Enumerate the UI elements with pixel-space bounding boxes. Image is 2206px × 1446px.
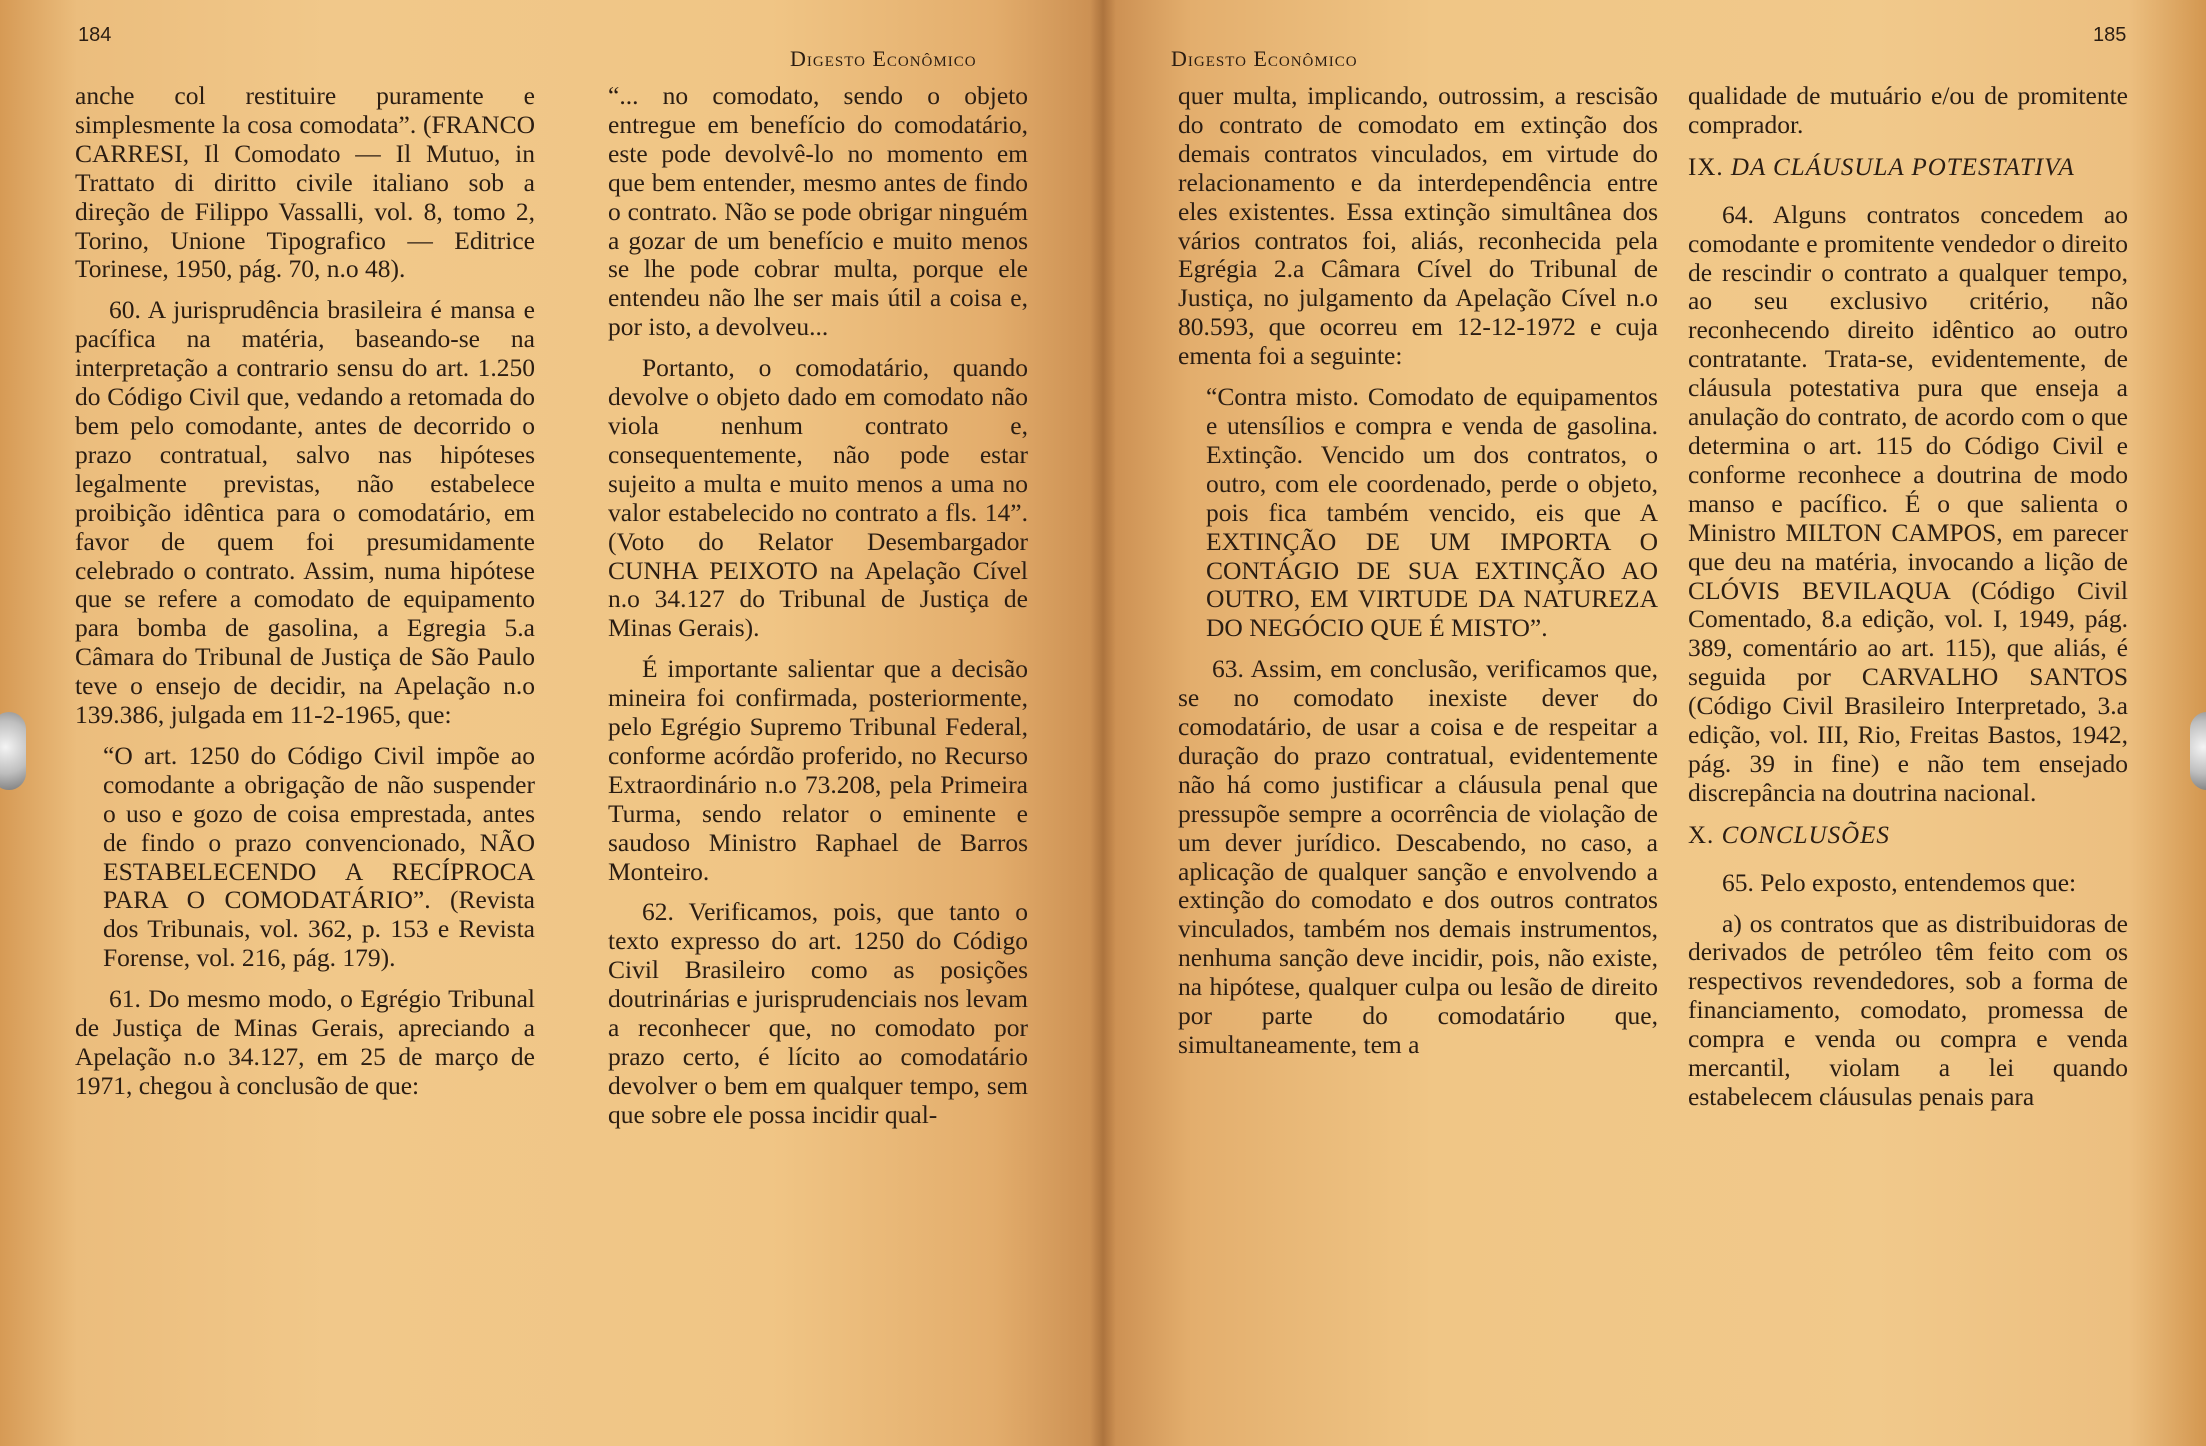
right-page	[1103, 0, 2206, 1446]
paragraph: a) os contratos que as distribuidoras de derivados de petróleo têm feito com os respectivos revendedores, sob a forma de financiamento, comodato, promessa de compra e venda ou compra e venda mercantil, violam a lei quando estabelecem cláusulas penais para	[1688, 908, 2128, 1111]
paragraph: quer multa, implicando, outrossim, a rescisão do contrato de comodato em extinção dos demais contratos vinculados, em virtude do relacionamento e da interdependência entre eles existentes. Essa extinção simultânea dos vários contratos foi, aliás, reconhecida pela Egrégia 2.a Câmara Cível do Tribunal de Justiça, no julgamento da Apelação Cível n.o 80.593, que ocorreu em 12-12-1972 e cuja ementa foi a seguinte:	[1178, 81, 1658, 371]
page-number: 185	[2093, 24, 2127, 46]
paragraph: 60. A jurisprudência brasileira é mansa e pacífica na matéria, baseando-se na interpretação a contrario sensu do art. 1.250 do Código Civil que, vedando a retomada do bem pelo comodante, antes de decorrido o prazo contratual, salvo nas hipóteses legalmente previstas, não estabelece proibição idêntica para o comodatário, em favor de quem foi presumidamente celebrado o contrato. Assim, numa hipótese que se refere a comodato de equipamento para bomba de gasolina, a Egregia 5.a Câmara do Tribunal de Justiça de São Paulo teve o ensejo de decidir, na Apelação n.o 139.386, julgada em 11-2-1965, que:	[75, 295, 535, 730]
running-head: Digesto Econômico	[1171, 46, 1358, 71]
running-head: Digesto Econômico	[790, 46, 977, 71]
binder-clip	[2190, 712, 2206, 790]
paragraph: anche col restituire puramente e simplesmente la cosa comodata”. (FRANCO CARRESI, Il Comodato — Il Mutuo, in Trattato di diritto civile italiano sob a direção de Filippo Vassalli, vol. 8, tomo 2, Torino, Unione Tipografico — Editrice Torinese, 1950, pág. 70, n.o 48).	[75, 81, 535, 284]
paragraph: “... no comodato, sendo o objeto entregue em benefício do comodatário, este pode devolvê-lo no momento em que bem entender, mesmo antes de findo o contrato. Não se pode obrigar ninguém a gozar de um benefício e muito menos se lhe pode cobrar multa, porque ele entendeu não lhe ser mais útil a coisa e, por isto, a devolveu...	[608, 81, 1028, 342]
section-title: CONCLUSÕES	[1721, 821, 1890, 849]
page-number: 184	[78, 24, 112, 46]
left-page-column-1	[75, 82, 535, 1113]
section-number: IX.	[1688, 153, 1724, 181]
paragraph: 61. Do mesmo modo, o Egrégio Tribunal de Justiça de Minas Gerais, apreciando a Apelação n.o 34.127, em 25 de março de 1971, chegou à conclusão de que:	[75, 984, 535, 1100]
section-title: DA CLÁUSULA POTESTATIVA	[1730, 153, 2075, 181]
paragraph: Portanto, o comodatário, quando devolve o objeto dado em comodato não viola nenhum contrato e, consequentemente, não pode estar sujeito a multa e muito menos a uma no valor estabelecido no contrato a fls. 14”. (Voto do Relator Desembargador CUNHA PEIXOTO na Apelação Cível n.o 34.127 do Tribunal de Justiça de Minas Gerais).	[608, 353, 1028, 643]
book-gutter	[1090, 0, 1116, 1446]
section-heading	[1688, 154, 2128, 183]
right-page-column-1	[1178, 82, 1658, 1072]
left-page-column-2	[608, 82, 1028, 1142]
paragraph: 65. Pelo exposto, entendemos que:	[1722, 867, 2077, 897]
paragraph: É importante salientar que a decisão mineira foi confirmada, posteriormente, pelo Egrégio Supremo Tribunal Federal, conforme acórdão proferido, no Recurso Extraordinário n.o 73.208, pela Primeira Turma, sendo relator o eminente e saudoso Ministro Raphael de Barros Monteiro.	[608, 654, 1028, 886]
paragraph: 64. Alguns contratos concedem ao comodante e promitente vendedor o direito de rescindir o contrato a qualquer tempo, ao seu exclusivo critério, não reconhecendo direito idêntico ao outro contratante. Trata-se, evidentemente, de cláusula potestativa pura que enseja a anulação do contrato, de acordo com o que determina o art. 115 do Código Civil e conforme reconhece a doutrina de modo manso e pacífico. É o que salienta o Ministro MILTON CAMPOS, em parecer que deu na matéria, invocando a lição de CLÓVIS BEVILAQUA (Código Civil Comentado, 8.a edição, vol. I, 1949, pág. 389, comentário ao art. 115), que aliás, é seguida por CARVALHO SANTOS (Código Civil Brasileiro Interpretado, 3.a edição, vol. III, Rio, Freitas Bastos, 1942, pág. 39 in fine) e não tem ensejado discrepância na doutrina nacional.	[1688, 199, 2128, 807]
paragraph: qualidade de mutuário e/ou de promitente comprador.	[1688, 81, 2128, 139]
right-page-column-2	[1688, 82, 2128, 1124]
paragraph: 62. Verificamos, pois, que tanto o texto expresso do art. 1250 do Código Civil Brasileiro como as posições doutrinárias e jurisprudenciais nos levam a reconhecer que, no comodato por prazo certo, é lícito ao comodatário devolver o bem em qualquer tempo, sem que sobre ele possa incidir qual-	[608, 897, 1028, 1129]
section-heading	[1688, 822, 2128, 851]
block-quote: “O art. 1250 do Código Civil impõe ao comodante a obrigação de não suspender o uso e gozo de coisa emprestada, antes de findo o prazo convencionado, NÃO ESTABELECENDO A RECÍPROCA PARA O COMODATÁRIO”. (Revista dos Tribunais, vol. 362, p. 153 e Revista Forense, vol. 216, pág. 179).	[103, 740, 535, 973]
paragraph: 63. Assim, em conclusão, verificamos que, se no comodato inexiste dever do comodatário, de usar a coisa e de respeitar a duração do prazo contratual, evidentemente não há como justificar a cláusula penal que pressupõe sempre a ocorrência de violação de um dever jurídico. Descabendo, no caso, a aplicação de qualquer sanção e envolvendo a extinção do comodato e dos outros contratos vinculados, também nos demais instrumentos, nenhuma sanção deve incidir, pois, não existe, na hipótese, qualquer culpa ou lesão de direito por parte do comodatário que, simultaneamente, tem a	[1178, 654, 1658, 1059]
binder-clip	[0, 712, 26, 790]
block-quote: “Contra misto. Comodato de equipamentos e utensílios e compra e venda de gasolina. Extinção. Vencido um dos contratos, o outro, com ele coordenado, perde o objeto, pois fica também vencido, eis que A EXTINÇÃO DE UM IMPORTA O CONTÁGIO DE SUA EXTINÇÃO AO OUTRO, EM VIRTUDE DA NATUREZA DO NEGÓCIO QUE É MISTO”.	[1206, 382, 1658, 643]
section-number: X.	[1688, 821, 1715, 849]
